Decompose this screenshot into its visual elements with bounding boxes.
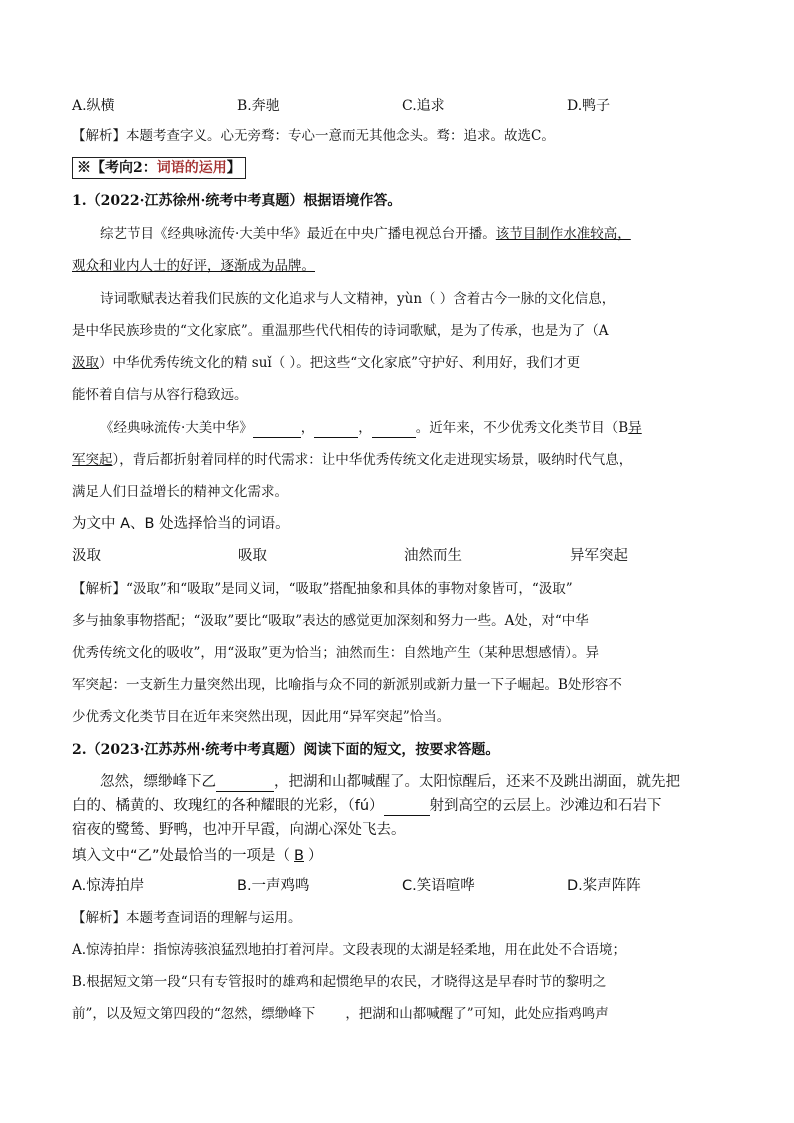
- prev-option-a: A.纵横: [72, 98, 115, 114]
- q2-passage-line2: [72, 796, 732, 816]
- section-heading: [72, 157, 732, 179]
- q1-blank-1[interactable]: [253, 422, 301, 438]
- q1-sep-2: ，: [358, 420, 372, 436]
- q1-p2-line2: 是中华民族珍贵的“文化家底”。重温那些代代相传的诗词歌赋，是为了传承，也是为了（A: [72, 323, 609, 339]
- q1-word-a: 汲取: [72, 355, 99, 371]
- q2-option-b[interactable]: B.一声鸡鸣: [237, 878, 310, 894]
- q2-p-l2-b: 射到高空的云层上。沙滩边和石岩下: [429, 798, 662, 814]
- prev-analysis: 【解析】本题考查字义。心无旁骛：专心一意而无其他念头。骛：追求。故选C。: [72, 128, 555, 144]
- q2-p-l1-a: 忽然，缥缈峰下乙: [100, 774, 216, 790]
- section-prefix: ※【考向2：: [77, 160, 157, 176]
- q2-analysis-head: 【解析】本题考查词语的理解与运用。: [72, 910, 302, 926]
- q2-analysis-line2: B.根据短文第一段“只有专管报时的雄鸡和起惯绝早的农民，才晓得这是早春时节的黎明之: [72, 974, 607, 990]
- q2-passage-line1: [100, 772, 760, 792]
- q1-choice-2[interactable]: 吸取: [238, 548, 267, 564]
- q2-blank-fu[interactable]: [384, 800, 430, 816]
- section-box: [72, 157, 246, 179]
- q1-p1-line2: 观众和业内人士的好评，逐渐成为品牌。: [72, 258, 315, 274]
- q1-p2-line3-text: ）中华优秀传统文化的精 suǐ（ ）。把这些“文化家底”守护好、利用好，我们才更: [99, 355, 581, 371]
- section-title: 词语的运用: [156, 160, 227, 176]
- q2-p-l1-b: ，把湖和山都喊醒了。太阳惊醒后，还来不及跳出湖面，就先把: [274, 774, 680, 790]
- q2-p-l2-a: 白的、橘黄的、玫瑰红的各种耀眼的光彩，（fú）: [72, 798, 384, 814]
- prev-option-b: B.奔驰: [237, 98, 280, 114]
- q1-p1-line1: [100, 224, 760, 244]
- q2-analysis-line3: [72, 1004, 732, 1024]
- q1-p3-title: 《经典咏流传·大美中华》: [100, 420, 253, 436]
- q1-blank-2[interactable]: [314, 422, 358, 438]
- q1-p3-line1: [100, 418, 760, 438]
- q1-choice-3[interactable]: 油然而生: [404, 548, 462, 564]
- q2-question-text: 填入文中“乙”处最恰当的一项是（: [72, 848, 291, 864]
- q1-p2-line3: [72, 353, 732, 373]
- q2-option-a[interactable]: A.惊涛拍岸: [72, 878, 145, 894]
- q1-word-b-start: 异: [628, 420, 642, 436]
- q1-p3-line2-text: ），背后都折射着同样的时代需求：让中华优秀传统文化走进现实场景，吸纳时代气息，: [112, 452, 633, 468]
- q2-option-d[interactable]: D.桨声阵阵: [567, 878, 641, 894]
- prev-option-c: C.追求: [402, 98, 445, 114]
- q2-analysis-l3-b: ，把湖和山都喊醒了”可知，此处应指鸡鸣声: [345, 1006, 609, 1022]
- q1-header: 1.（2022·江苏徐州·统考中考真题）根据语境作答。: [72, 193, 402, 209]
- prev-option-d: D.鸭子: [567, 98, 611, 114]
- q1-instruction: 为文中 A、B 处选择恰当的词语。: [72, 516, 290, 532]
- q1-analysis-line1: 【解析】“汲取”和“吸取”是同义词，“吸取”搭配抽象和具体的事物对象皆可，“汲取”: [72, 581, 573, 597]
- q2-question: [72, 846, 732, 866]
- q2-option-c[interactable]: C.笑语喧哗: [402, 878, 475, 894]
- q1-p2-line4: 能怀着自信与从容行稳致远。: [72, 387, 248, 403]
- q2-header: 2.（2023·江苏苏州·统考中考真题）阅读下面的短文，按要求答题。: [72, 742, 500, 758]
- q1-p3-line2: [72, 450, 732, 470]
- q1-analysis-line2: 多与抽象事物搭配；“汲取”要比“吸取”表达的感觉更加深刻和努力一些。A处，对“中华: [72, 613, 589, 629]
- section-suffix: 】: [226, 160, 241, 176]
- q2-passage-line3: 宿夜的鹭鸶、野鸭，也冲开早霞，向湖心深处飞去。: [72, 822, 406, 838]
- q1-blank-3[interactable]: [372, 422, 416, 438]
- q2-analysis-gap: [315, 1009, 345, 1024]
- q1-p2-line1: 诗词歌赋表达着我们民族的文化追求与人文精神，yùn（ ）含着古今一脉的文化信息，: [100, 291, 616, 307]
- q2-analysis-line1: A.惊涛拍岸：指惊涛骇浪猛烈地拍打着河岸。文段表现的太湖是轻柔地，用在此处不合语境；: [72, 942, 627, 958]
- q1-analysis-line5: 少优秀文化类节目在近年来突然出现，因此用“异军突起”恰当。: [72, 709, 451, 725]
- q2-answer: B: [294, 848, 304, 864]
- q1-choice-1[interactable]: 汲取: [72, 548, 101, 564]
- q1-p1-underlined: 该节目制作水准较高，: [495, 226, 631, 242]
- q2-analysis-l3-a: 前”，以及短文第四段的“忽然，缥缈峰下: [72, 1006, 316, 1022]
- q2-question-close: ）: [307, 848, 323, 864]
- q2-blank-yi[interactable]: [216, 776, 274, 792]
- q1-choice-4[interactable]: 异军突起: [570, 548, 628, 564]
- q1-analysis-line4: 军突起：一支新生力量突然出现，比喻指与众不同的新派别或新力量一下子崛起。B处形容不: [72, 677, 622, 693]
- q1-sep-1: ，: [300, 420, 315, 436]
- q1-analysis-line3: 优秀传统文化的吸收”，用“汲取”更为恰当；油然而生：自然地产生（某种思想感情）。异: [72, 645, 599, 661]
- q1-p3-line3: 满足人们日益增长的精神文化需求。: [72, 484, 288, 500]
- q1-word-b-end: 军突起: [72, 452, 113, 468]
- q1-p1-text: 综艺节目《经典咏流传·大美中华》最近在中央广播电视总台开播。: [100, 226, 496, 242]
- q1-p3-end: 。近年来，不少优秀文化类节目（B: [415, 420, 629, 436]
